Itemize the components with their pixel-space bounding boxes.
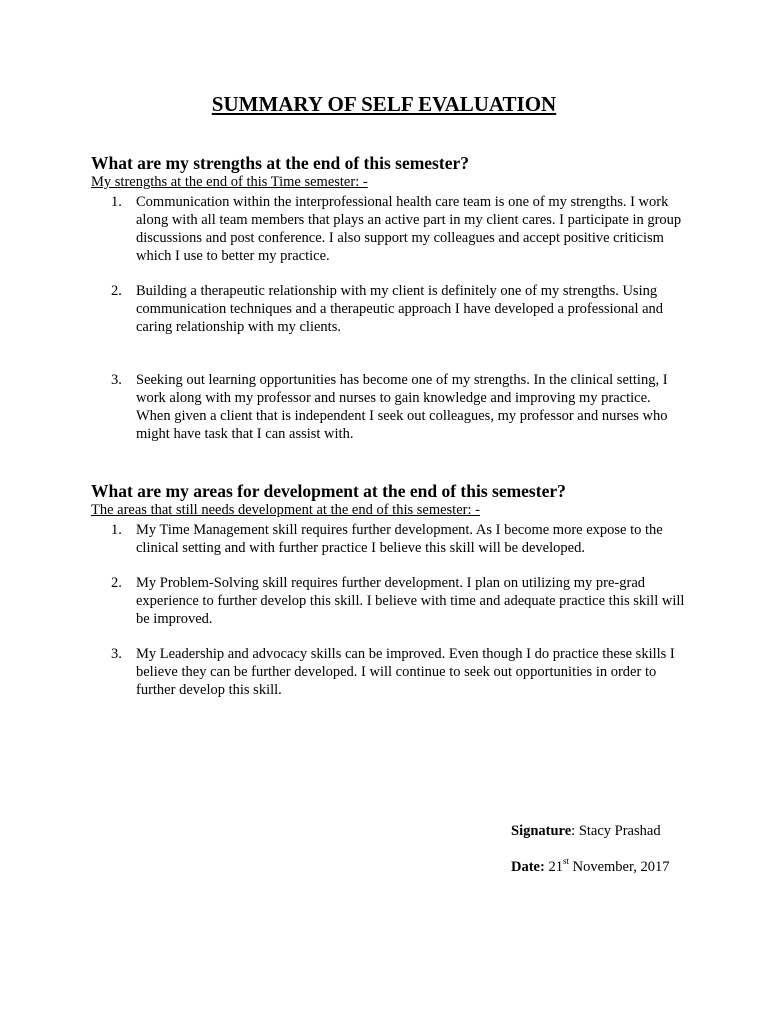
list-item-number: 1. <box>111 194 122 210</box>
list-item <box>91 371 686 443</box>
signature-name: Stacy Prashad <box>578 823 661 839</box>
list-item-text: My Leadership and advocacy skills can be improved. Even though I do practice these skills I believe they can be further developed. I will continue to seek out opportunities in order to further develop this skill. <box>136 646 675 698</box>
strengths-subheading: My strengths at the end of this Time semester: - <box>91 174 368 190</box>
signature-line <box>511 822 661 840</box>
development-list <box>91 521 691 699</box>
development-subheading: The areas that still needs development at the end of this semester: - <box>91 502 480 518</box>
list-item <box>91 521 686 557</box>
date-rest: November, 2017 <box>568 859 670 875</box>
list-item-number: 1. <box>111 522 122 538</box>
list-item-text: My Time Management skill requires further development. As I become more expose to the clinical setting and with further practice I believe this skill will be developed. <box>136 522 663 556</box>
date-label: Date: <box>511 859 545 875</box>
strengths-question: What are my strengths at the end of this semester? <box>91 153 469 173</box>
list-item-text: My Problem-Solving skill requires further development. I plan on utilizing my pre-grad experience to further develop this skill. I believe with time and adequate practice this skill will be improved. <box>136 575 685 627</box>
page-title: SUMMARY OF SELF EVALUATION <box>211 92 557 116</box>
list-item-text: Communication within the interprofessional health care team is one of my strengths. I work along with all team members that plays an active part in my client cares. I participate in group discussions and post conference. I also support my colleagues and accept positive criticism which I use to better my practice. <box>136 194 682 264</box>
list-item-text: Building a therapeutic relationship with my client is definitely one of my strengths. Using communication techniques and a therapeutic approach I have developed a professional and caring relationship with my clients. <box>136 283 664 335</box>
list-item-number: 2. <box>111 575 122 591</box>
list-item-number: 3. <box>111 372 122 388</box>
signature-label: Signature <box>511 823 572 839</box>
list-item-number: 3. <box>111 646 122 662</box>
signature-separator: : <box>571 823 579 839</box>
list-item <box>91 282 686 336</box>
development-section <box>91 480 691 699</box>
strengths-list <box>91 193 691 443</box>
development-question: What are my areas for development at the end of this semester? <box>91 481 566 501</box>
date-day: 21 <box>544 859 563 875</box>
list-item <box>91 193 686 265</box>
list-item-text: Seeking out learning opportunities has become one of my strengths. In the clinical setting, I work along with my professor and nurses to gain knowledge and improving my practice. When given a client that is independent I seek out colleagues, my professor and nurses who might have task that I can assist with. <box>136 372 668 442</box>
strengths-section <box>91 152 691 443</box>
list-item <box>91 574 686 628</box>
date-line <box>511 858 669 876</box>
date-suffix: st <box>562 856 569 867</box>
list-item <box>91 645 686 699</box>
list-item-number: 2. <box>111 283 122 299</box>
